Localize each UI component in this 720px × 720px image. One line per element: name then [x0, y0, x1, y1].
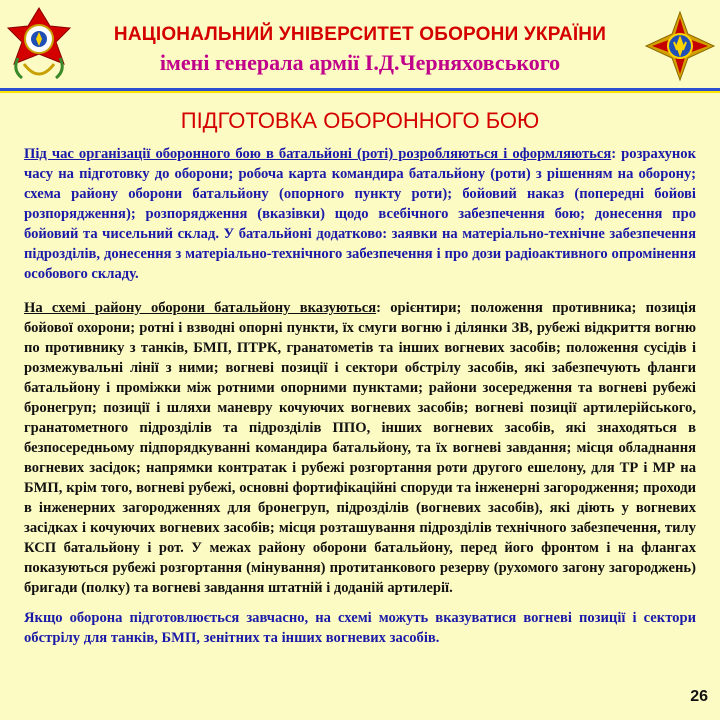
header-subtitle: імені генерала армії І.Д.Черняховського	[159, 50, 561, 75]
content	[24, 144, 696, 648]
paragraph-scheme-body: : орієнтири; положення противника; позиція бойової охорони; ротні і взводні опорні пункти, їх смуги вогню і ділянки ЗВ, рубежі відкриття вогню по противнику з танків, БМП, ПТРК, гранатометів та інших вогневих засобів; положення сусідів і розмежувальні лінії з ними; вогневі позиції і сектори обстрілу засобів, які забезпечують фланги батальйону і проміжки між ротними опорними пунктами; райони зосередження та вогневі рубежі бронегруп; позиції і шляхи маневру кочуючих вогневих засобів; вогневі позиції артилерійського, гранатометного підрозділів та підрозділів ППО, інших вогневих засобів, які знаходяться в безпосередньому підпорядкуванні командира батальйону, та їх вогневі завдання; місця обладнання вогневих засідок; напрямки контратак і рубежі розгортання роти другого ешелону, для ТР і МР на БМП, крім того, вогневі рубежі, основні фортифікаційні споруди та інженерні загородження; проходи в інженерних загородженнях для бронегруп, підрозділів (вогневих засобів), які діють у вогневих засідках і кочуючих вогневих засобів; місця розташування підрозділів технічного забезпечення, тилу КСП батальйону і рот. У межах району оборони батальйону, перед його фронтом і на флангах показуються рубежі розгортання (мінування) протитанкового резерву (рухомого загону загороджень) бригади (полку) та вогневі завдання штатній і доданій артилерії.	[24, 300, 696, 596]
paragraph-documents-lead: Під час організації оборонного бою в батальйоні (роті) розробляються і оформляються	[24, 146, 612, 162]
header	[0, 0, 720, 92]
paragraph-documents	[24, 144, 696, 284]
paragraph-scheme	[24, 298, 696, 598]
header-title: НАЦІОНАЛЬНИЙ УНІВЕРСИТЕТ ОБОРОНИ УКРАЇНИ	[113, 24, 607, 45]
paragraph-scheme-lead: На схемі району оборони батальйону вказуються	[24, 300, 377, 316]
header-stripe-yellow	[0, 91, 720, 93]
page-title: ПІДГОТОВКА ОБОРОННОГО БОЮ	[180, 108, 540, 133]
paragraph-documents-body: : розрахунок часу на підготовку до оборони; робоча карта командира батальйону (роти) з рішенням на оборону; схема району оборони батальйону (опорного пункту роти); бойовий наказ (попередні бойові розпорядження); розпорядження (вказівки) щодо всебічного забезпечення бою; донесення про бойовий та чисельний склад. У батальйоні додатково: заявки на матеріально-технічне забезпечення підрозділів, донесення з матеріально-технічного забезпечення і про дози радіоактивного опромінення особового складу.	[24, 146, 696, 282]
paragraph-advance-note: Якщо оборона підготовлюється завчасно, на схемі можуть вказуватися вогневі позиції і сектори обстрілу для танків, БМП, зенітних та інших вогневих засобів.	[24, 610, 696, 646]
armed-forces-cross-emblem-icon	[644, 10, 716, 82]
page-number: 26	[690, 688, 708, 705]
